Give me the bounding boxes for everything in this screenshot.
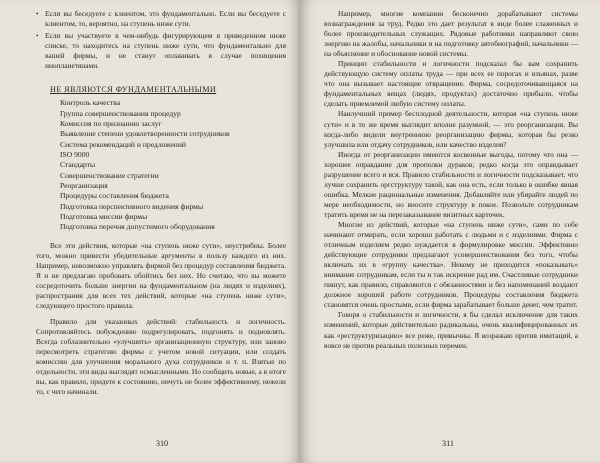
list-item: Система рекомендаций и предложений (60, 139, 186, 149)
paragraph: Многие из действий, которые «на ступень ниже сути», сами по себе начинают отмирать, если хорошо работать с людьми и с изделиями. Фирма с отличным изделием редко нуждается в формулировке миссии. Эффективно действующие сотрудники предлагают усовершенствования без того, чтобы включать их в «группу качества». Некому не приходится «показывать» внимание сотрудникам, если ты и так искренне рад им. Счастливые сотрудники пишут, как правило, справляются с обязанностями и без напоминаний воздают должное хорошей работе сотрудников. Процедуры составления бюджета становятся очень простыми, если фирма зарабатывает больше денег, чем тратит. (324, 219, 578, 310)
bullet-icon: • (36, 10, 39, 18)
paragraph: Принцип стабильности и логичности подсказал бы вам сохранить действующую систему оплаты труда — при всех ее порогах и изъянах, разве что она вызывает настоящие отвращение. Фирма, сосредоточивающаяся на фундаментальных вещах (людях, продуктах) достаточно прибыли, чтобы сделать приемлемой любую систему оплаты. (324, 59, 578, 109)
list-item: Подготовка перечня допустимого оборудования (60, 222, 215, 232)
paragraph: Говоря о стабильности и логичности, я бы сделал исключение для таких изменений, которые действительно радикальны, очень квалифицированных их как «реструктуризацию» все реже, привычны. Я возражаю против имитаций, а вовсе не против реальных полезных перемен. (324, 310, 578, 350)
bullet-text: Если вы беседуете с клиентом, это фундаментально. Если вы беседуете с клиентом, то, вероятно, на ступень ниже сути. (45, 9, 286, 29)
paragraph: Все эти действия, которые «на ступень ниже сути», неустрибны. Более того, можно привести убедительные аргументы в пользу каждого из них. Например, невозможно управлять фирмой без процедур составления бюджета. Я и не предлагаю пробовать обойтись без них. Но считаю, что вы можете сосредоточить больше энергии на фундаментальном (на людях и изделиях), распространив для всех тех действий, которые «на ступень ниже сути», следующего простого правила. (36, 240, 286, 311)
list-item: Выявление степени удовлетворенности сотрудников (60, 129, 230, 139)
paragraph: Например, многие компании бесконечно дорабатывают системы вознаграждения за труд. Редко это дает результат в виде более слаженных и более производительных служащих. Рядовые работники направляют свою энергию на жалобы, начальники и на подготовку автобиографий, начальники — на объяснение и обоснование новой системы. (324, 9, 578, 59)
bullet-text: Если вы участвуете в чем-нибудь фигурирующем в приведенном ниже списке, то находитесь на ступень ниже сути, что фундаментально для вашей фирмы, и не станут оплакивать в случае похищения инопланетянами. (45, 31, 286, 71)
non-fundamental-list (36, 98, 286, 232)
list-item: Совершенствование стратегии (60, 170, 159, 180)
list-item: ISO 9000 (60, 150, 90, 160)
list-item: Реорганизация (60, 181, 108, 191)
page-number: 310 (155, 438, 169, 448)
section-heading: НЕ ЯВЛЯЮТСЯ ФУНДАМЕНТАЛЬНЫМИ (50, 85, 217, 95)
list-item: Группа совершенствования процедур (60, 108, 181, 118)
bullet-item (36, 9, 286, 29)
list-item: Комиссия по признанию заслуг (60, 119, 162, 129)
paragraph: Иногда от реорганизации имеются косвенные выгоды, потому что она — хорошее оправдание для прополки дураков; редко когда это оправдывает разрушение всего и вся. Правило стабильности и логичности подсказывает, что лучше сохранить оргструктуру такой, как она есть, если только в ошибке явная ошибка. Мелкие рациональные изменения. Добавляйте или убирайте людей по мере необходимости, но вносите структуру в покое. Позвольте сотрудникам тратить время не на перезаказывание визитных карточек. (324, 149, 578, 219)
paragraph: Наилучший пример бесплодной деятельности, которая «на ступень ниже сути» и в то же время выглядит вполне разумной, — это реорганизация. Вы когда-либо видели внутреннюю реорганизацию фирмы, которая бы резко улучшила или отдачу сотрудников, или качество изделия? (324, 109, 578, 149)
bullet-item (36, 31, 286, 71)
list-item: Контроль качества (60, 98, 121, 108)
list-item: Подготовка перспективного видения фирмы (60, 201, 204, 211)
right-page (300, 0, 600, 463)
bullet-icon: • (36, 32, 39, 41)
list-item: Процедуры составления бюджета (60, 191, 169, 201)
page-number: 311 (442, 438, 454, 448)
paragraph: Правило для указанных действий: стабильность и логичность. Сопротивляйтесь побуждению подрегулировать, подгонять и подновлять. Всегда соблазнительно «улучшить» организационную структуру, или заново пересмотреть стратегию фирмы с учетом новой ситуации, или создать комиссию для улучшения морального духа сотрудников и т. п. Взятые по отдельности, эти виды выглядят осмысленными. Но сообщить новые, а в итоге вы, как правило, придете к состоянию, ничуть не более эффективному, нежели то, с чего начинали. (36, 317, 286, 397)
list-item: Подготовка миссии фирмы (60, 212, 148, 222)
list-item: Стандарты (60, 160, 96, 170)
